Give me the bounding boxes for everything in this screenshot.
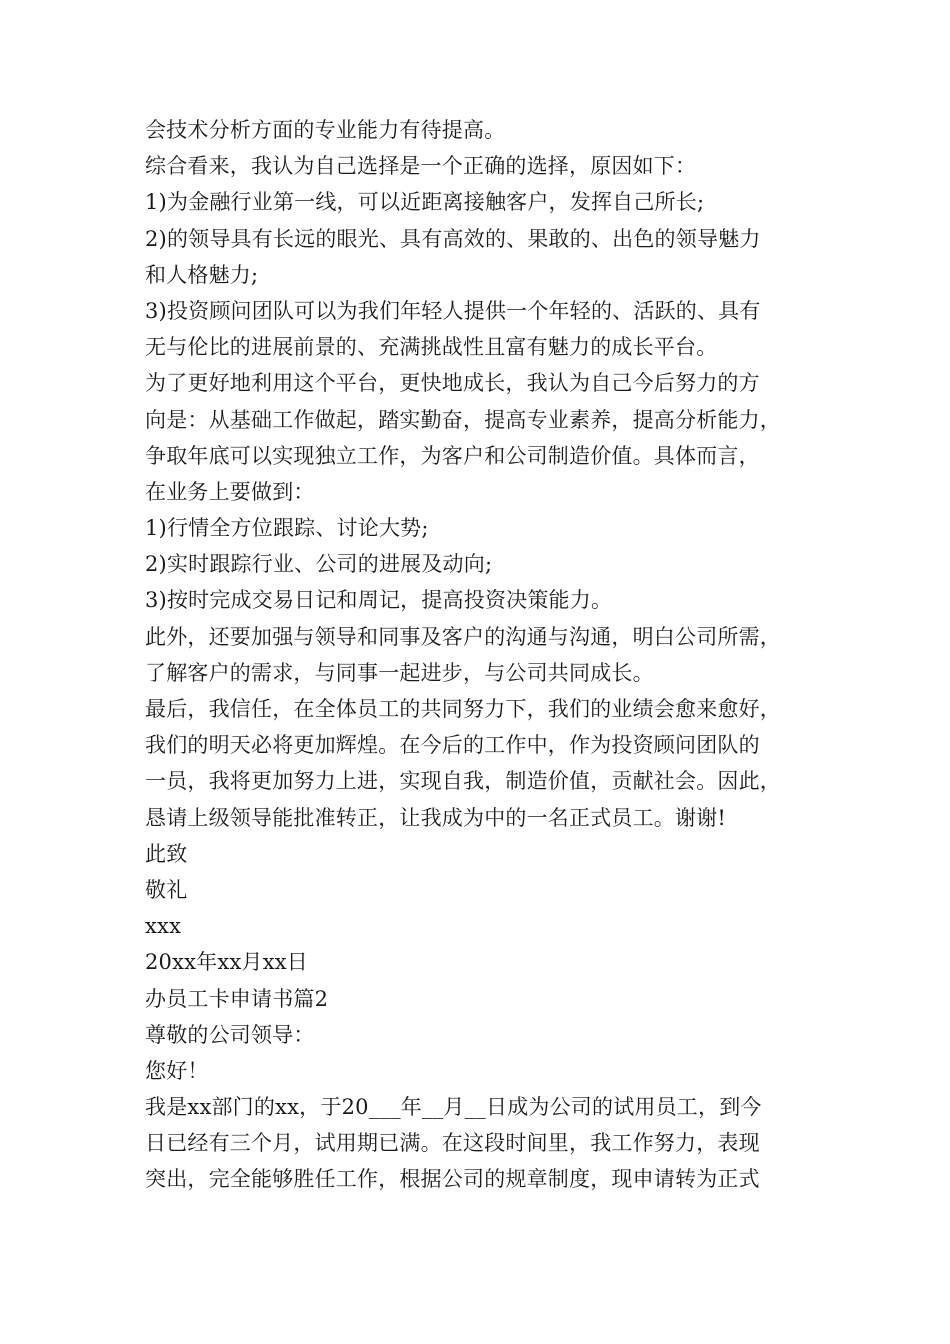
text-line: 突出，完全能够胜任工作，根据公司的规章制度，现申请转为正式 [145,1167,760,1192]
signature-name: xxx [145,914,182,939]
section-title: 办员工卡申请书篇2 [145,986,329,1011]
text-line: 2)的领导具有长远的眼光、具有高效的、果敢的、出色的领导魅力 [145,226,761,251]
text-line: 2)实时跟踪行业、公司的进展及动向; [145,552,493,577]
text-line: 会技术分析方面的专业能力有待提高。 [145,118,506,142]
closing-regards: 敬礼 [145,877,188,902]
text-line: 和人格魅力; [145,262,259,287]
text-line: 我们的明天必将更加辉煌。在今后的工作中，作为投资顾问团队的 [145,733,760,758]
signature-date: 20xx年xx月xx日 [145,950,308,975]
text-line: 1)为金融行业第一线，可以近距离接触客户，发挥自己所长; [145,190,705,215]
greeting-recipient: 尊敬的公司领导： [145,1022,315,1047]
text-line: 1)行情全方位跟踪、讨论大势; [145,516,429,541]
text-line: 我是xx部门的xx，于20___年__月__日成为公司的试用员工，到今 [145,1095,762,1120]
document-body [145,112,835,1198]
text-line: 了解客户的需求，与同事一起进步，与公司共同成长。 [145,660,654,685]
text-line: 综合看来，我认为自己选择是一个正确的选择，原因如下： [145,154,697,179]
text-line: 此外，还要加强与领导和同事及客户的沟通与沟通，明白公司所需， [145,624,781,649]
text-line: 争取年底可以实现独立工作，为客户和公司制造价值。具体而言， [145,443,760,468]
text-line: 日已经有三个月，试用期已满。在这段时间里，我工作努力，表现 [145,1131,760,1156]
text-line: 3)按时完成交易日记和周记，提高投资决策能力。 [145,588,613,613]
text-line: 一员，我将更加努力上进，实现自我，制造价值，贡献社会。因此， [145,769,781,794]
text-line: 向是：从基础工作做起，踏实勤奋，提高专业素养，提高分析能力， [145,407,781,432]
text-line: 在业务上要做到： [145,479,315,504]
text-line: 恳请上级领导能批准转正，让我成为中的一名正式员工。谢谢! [145,805,727,830]
closing-salutation: 此致 [145,841,188,866]
text-line: 最后，我信任，在全体员工的共同努力下，我们的业绩会愈来愈好， [145,697,781,721]
text-line: 为了更好地利用这个平台，更快地成长，我认为自己今后努力的方 [145,371,760,396]
text-line: 3)投资顾问团队可以为我们年轻人提供一个年轻的、活跃的、具有 [145,298,761,323]
text-line: 无与伦比的进展前景的、充满挑战性且富有魅力的成长平台。 [145,335,718,360]
greeting-hello: 您好！ [145,1058,209,1083]
